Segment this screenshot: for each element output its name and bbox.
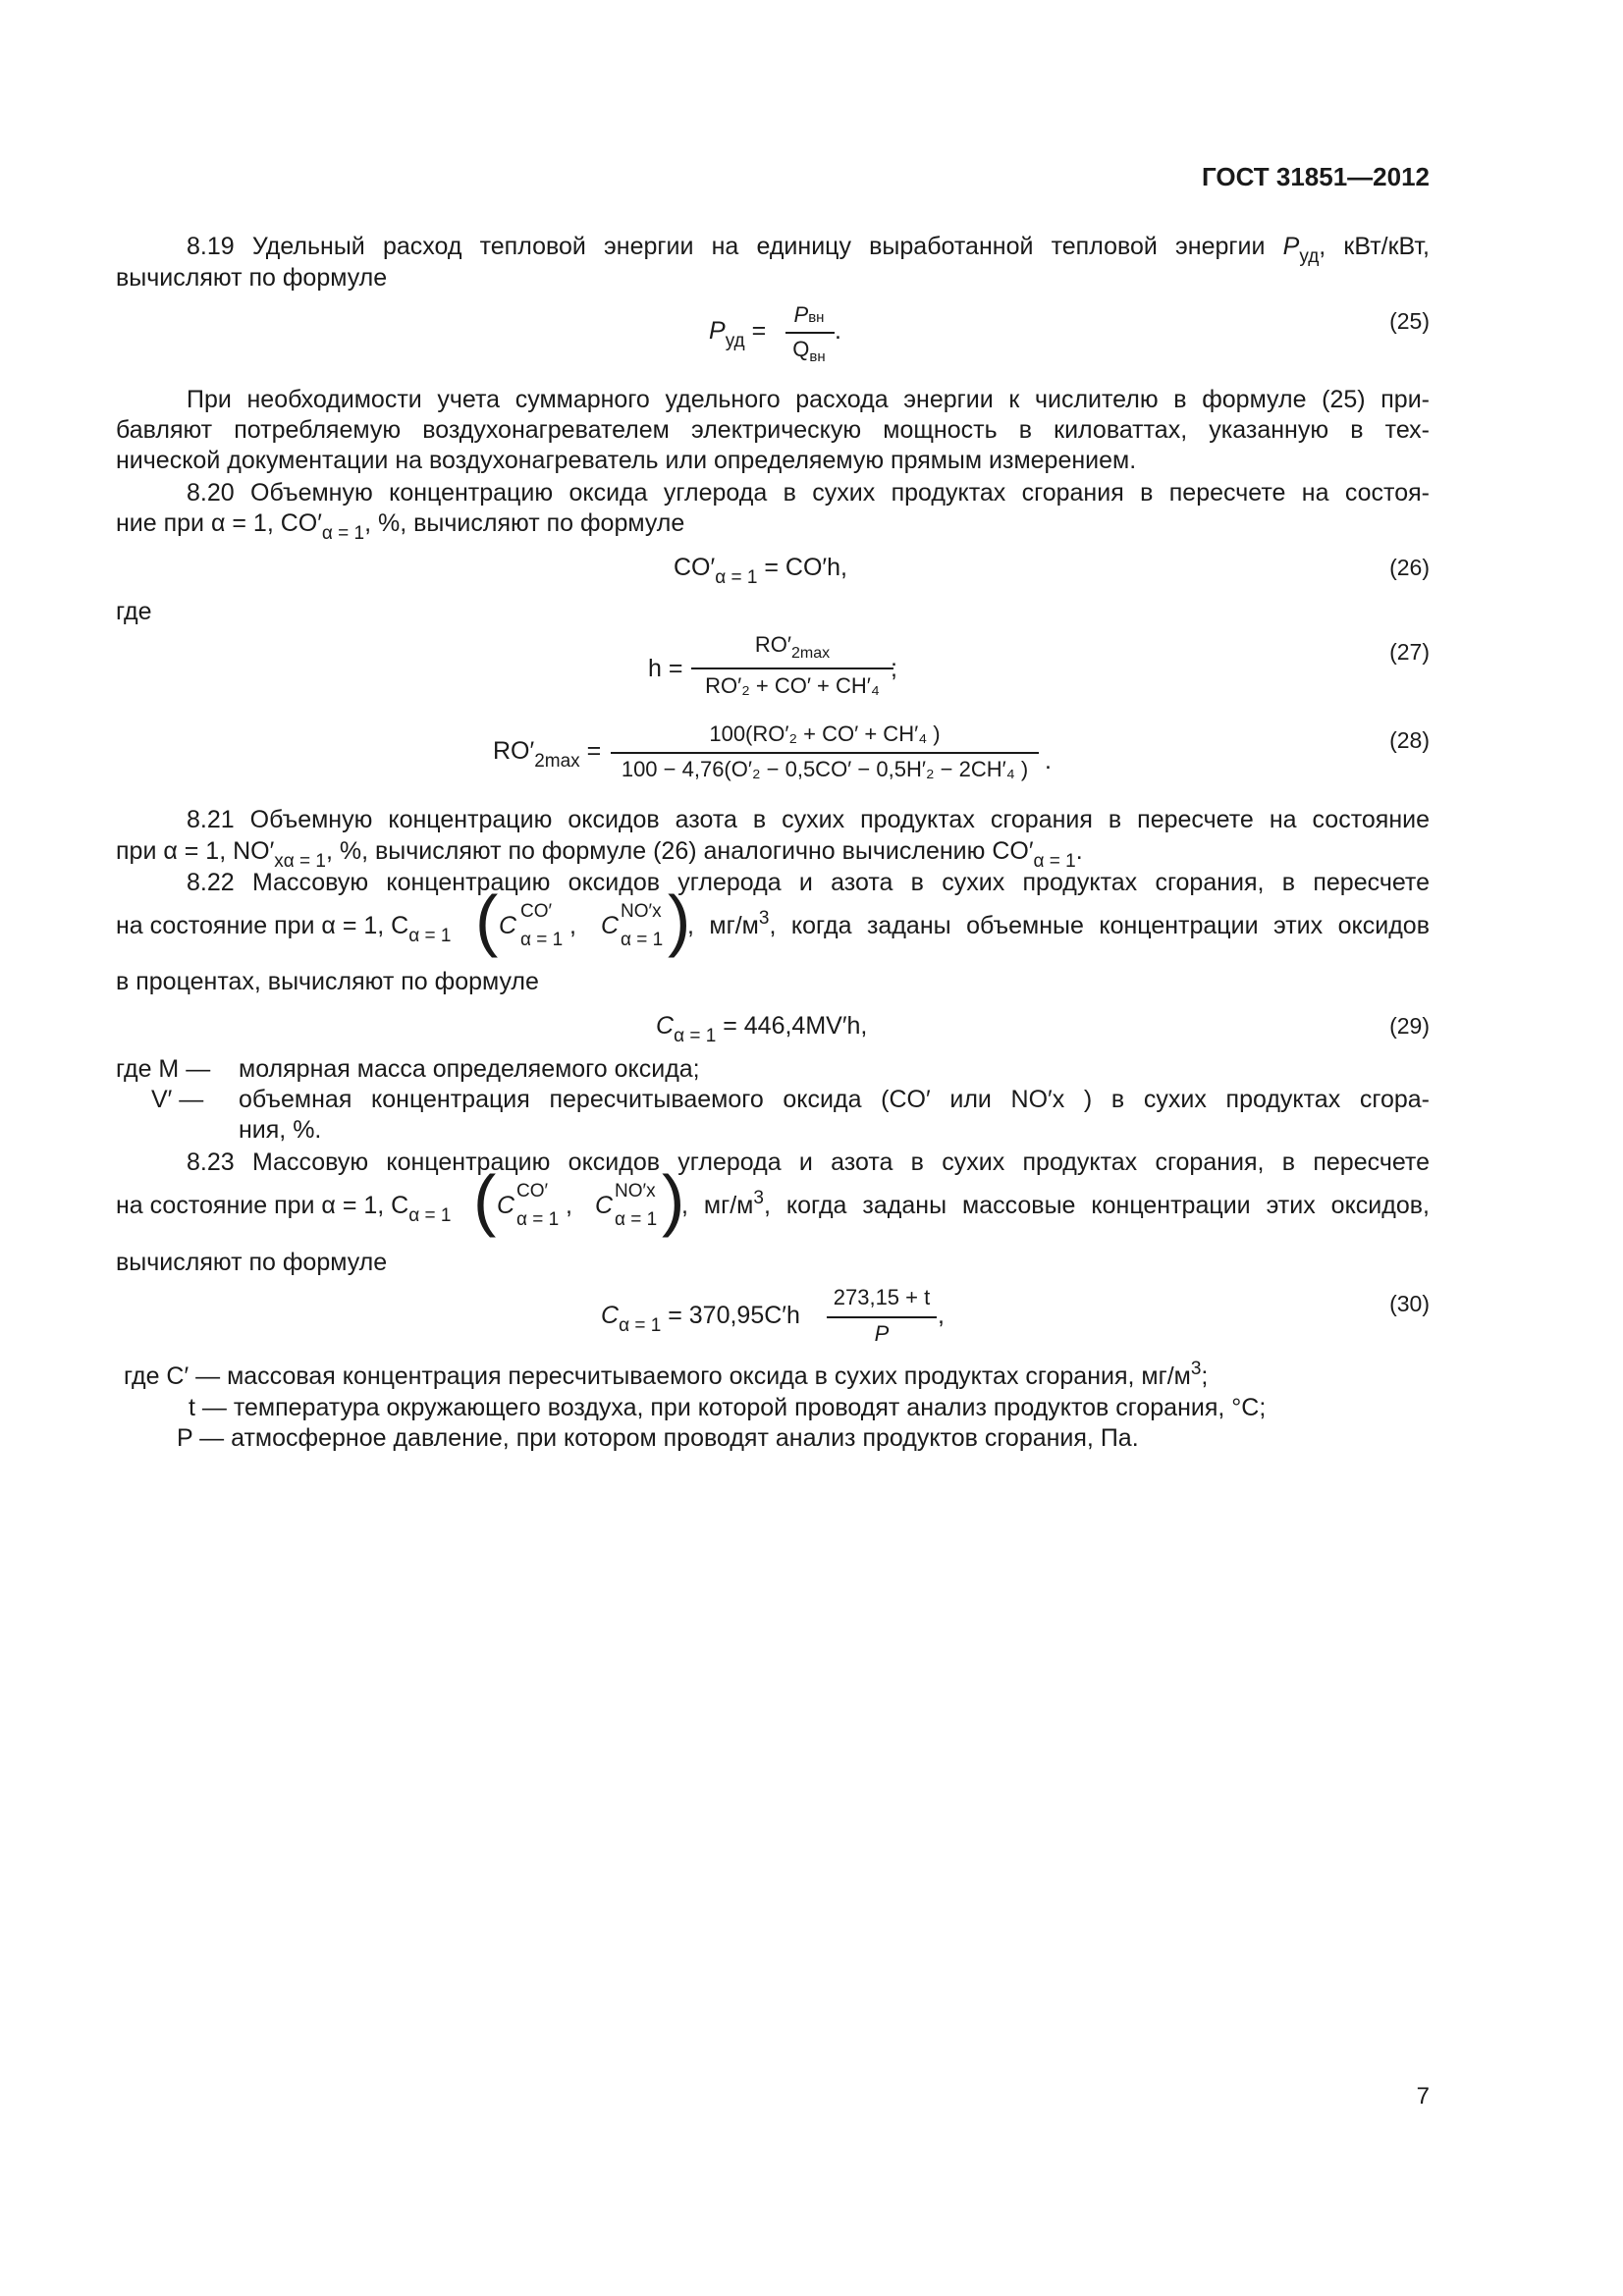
eq28-equals: =	[579, 737, 602, 765]
eq29-lhs-sub: α = 1	[674, 1026, 717, 1046]
eq30-mid: = 370,95C′h	[661, 1302, 800, 1329]
paragraph-8-21-line1: 8.21 Объемную концентрацию оксидов азота в сухих продуктах сгорания в пересчете на состояние	[187, 806, 1430, 833]
p823-line2-lead	[116, 1191, 452, 1226]
eq28-lhs-sym: RO′	[493, 737, 535, 765]
eq28-fraction-bar	[611, 752, 1039, 754]
p823-c2-sub: α = 1	[615, 1209, 658, 1230]
eq26-number: (26)	[1389, 555, 1430, 580]
p822-line2-tail	[687, 908, 1430, 943]
p822-right-paren: )	[668, 881, 691, 958]
eq25-num-sub: вн	[808, 309, 825, 326]
paragraph-8-20-line1: 8.20 Объемную концентрацию оксида углерода в сухих продуктах сгорания в пересчете на состоя-	[187, 479, 1430, 507]
def-m-symbol: где M —	[116, 1055, 211, 1083]
p823-line2-tail	[681, 1188, 1430, 1223]
p819-symbol: P	[1282, 233, 1300, 260]
p821-text-a: при α = 1, NO′	[116, 837, 275, 865]
eq26-rhs: = CO′h,	[757, 554, 847, 581]
eq28-tail: .	[1045, 747, 1052, 774]
eq26-lhs: CO′	[674, 554, 716, 581]
p821-sub: xα = 1	[274, 851, 326, 872]
p822-text-b: , мг/м	[687, 912, 759, 939]
def-v-text1: объемная концентрация пересчитываемого оксида (CO′ или NO′x ) в сухих продуктах сгора-	[239, 1086, 1430, 1113]
eq25-denominator	[782, 337, 837, 365]
eq25-lhs-sub: уд	[725, 331, 745, 351]
note-line3: нической документации на воздухонагреватель или определяемую прямым измерением.	[116, 447, 1137, 474]
eq28-lhs	[493, 736, 602, 772]
eq25-fraction-bar	[785, 332, 835, 334]
p822-sup: 3	[758, 908, 770, 929]
eq25-number: (25)	[1389, 308, 1430, 334]
paragraph-8-19-line2: вычисляют по формуле	[116, 264, 388, 292]
p822-c1: C	[499, 912, 517, 939]
def-m-text: молярная масса определяемого оксида;	[239, 1055, 700, 1083]
eq26-lhs-sub: α = 1	[715, 567, 758, 588]
def-v-text2: ния, %.	[239, 1116, 322, 1144]
p823-comma: ,	[566, 1192, 572, 1219]
p822-c2-sub: α = 1	[621, 930, 664, 950]
eq29-number: (29)	[1389, 1013, 1430, 1039]
eq25-tail: .	[835, 317, 841, 345]
eq25-num-sym: P	[793, 302, 809, 327]
def-c-line	[124, 1359, 1209, 1394]
eq28-number: (28)	[1389, 727, 1430, 753]
def-t-line: t — температура окружающего воздуха, при которой проводят анализ продуктов сгорания, °C;	[189, 1394, 1267, 1421]
p821-text-c: .	[1075, 837, 1083, 865]
document-code-header: ГОСТ 31851—2012	[1202, 162, 1430, 191]
def-p-line: P — атмосферное давление, при котором проводят анализ продуктов сгорания, Па.	[177, 1424, 1139, 1452]
paragraph-8-22-line1: 8.22 Массовую концентрацию оксидов углерода и азота в сухих продуктах сгорания, в пересчете	[187, 869, 1430, 896]
eq30-tail: ,	[938, 1302, 945, 1329]
p822-c1-sup: CO′	[520, 901, 553, 922]
p823-right-paren: )	[662, 1161, 685, 1238]
eq25-numerator	[782, 302, 837, 328]
eq30-formula	[601, 1301, 800, 1336]
p823-c2: C	[595, 1192, 614, 1219]
note-line1: При необходимости учета суммарного удельного расхода энергии к числителю в формуле (25) при-	[187, 386, 1430, 413]
eq30-denominator: P	[874, 1321, 890, 1346]
eq30-number: (30)	[1389, 1291, 1430, 1316]
p820-text-a: ние при α = 1, CO′	[116, 509, 322, 537]
p823-sup: 3	[753, 1188, 764, 1208]
eq27-num: RO′	[754, 632, 791, 657]
eq30-lhs-sub: α = 1	[619, 1315, 662, 1336]
eq27-fraction-bar	[691, 667, 893, 669]
eq30-numerator: 273,15 + t	[833, 1285, 931, 1309]
p823-sub: α = 1	[408, 1205, 452, 1226]
eq25-lhs	[709, 316, 767, 351]
p823-text-b: , мг/м	[681, 1192, 754, 1219]
eq25-den-sub: вн	[809, 348, 826, 365]
eq28-denominator: 100 − 4,76(O′₂ − 0,5CO′ − 0,5H′₂ − 2CH′₄ )	[621, 757, 1029, 781]
p823-text-c: , когда заданы массовые концентрации этих оксидов,	[763, 1192, 1430, 1219]
p820-text-b: , %, вычисляют по формуле	[364, 509, 685, 537]
p822-text-c: , когда заданы объемные концентрации этих оксидов	[769, 912, 1430, 939]
eq30-lhs: C	[601, 1302, 620, 1329]
p819-text-a: 8.19 Удельный расход тепловой энергии на единицу выработанной тепловой энергии	[187, 233, 1283, 260]
paragraph-8-21-line2	[116, 836, 1083, 872]
eq25-lhs-sym: P	[709, 317, 726, 345]
paragraph-8-23-line3: вычисляют по формуле	[116, 1249, 388, 1276]
paragraph-8-20-line2	[116, 508, 685, 544]
p820-sub: α = 1	[321, 523, 365, 544]
p823-left-paren: (	[473, 1161, 497, 1238]
def-c-sup: 3	[1190, 1359, 1202, 1379]
p823-c1-sup: CO′	[516, 1181, 549, 1201]
p822-text-a: на состояние при α = 1, C	[116, 912, 409, 939]
eq30-fraction-bar	[827, 1316, 937, 1318]
eq27-denominator: RO′₂ + CO′ + CH′₄	[705, 673, 880, 698]
eq29-rhs: = 446,4MV′h,	[716, 1012, 868, 1040]
paragraph-8-22-line3: в процентах, вычисляют по формуле	[116, 968, 539, 995]
p823-text-a: на состояние при α = 1, C	[116, 1192, 409, 1219]
eq28-numerator: 100(RO′₂ + CO′ + CH′₄ )	[709, 721, 941, 746]
p822-c2: C	[601, 912, 620, 939]
p822-c1-sub: α = 1	[520, 930, 564, 950]
p819-symbol-sub: уд	[1299, 246, 1320, 267]
p821-sub2: α = 1	[1033, 851, 1076, 872]
p822-comma: ,	[569, 912, 576, 939]
p822-c2-sup: NO′x	[621, 901, 662, 922]
eq25-equals: =	[744, 317, 767, 345]
p822-line2-lead	[116, 911, 452, 946]
p823-c1: C	[497, 1192, 515, 1219]
p822-left-paren: (	[475, 881, 499, 958]
eq27-numerator	[691, 632, 893, 662]
eq25-den-sym: Q	[792, 337, 810, 361]
paragraph-8-19-line1	[187, 232, 1431, 267]
p821-text-b: , %, вычисляют по формуле (26) аналогично вычислению CO′	[326, 837, 1034, 865]
p823-c2-sup: NO′x	[615, 1181, 656, 1201]
note-line2: бавляют потребляемую воздухонагревателем электрическую мощность в киловаттах, указанную в тех-	[116, 416, 1430, 444]
paragraph-8-23-line1: 8.23 Массовую концентрацию оксидов углерода и азота в сухих продуктах сгорания, в пересчете	[187, 1148, 1430, 1176]
eq29-lhs: C	[656, 1012, 675, 1040]
eq29-formula	[656, 1011, 868, 1046]
page-number: 7	[1416, 2083, 1430, 2109]
eq28-lhs-sub: 2max	[534, 751, 580, 772]
def-v-symbol: V′ —	[151, 1086, 204, 1113]
p823-c1-sub: α = 1	[516, 1209, 560, 1230]
eq27-number: (27)	[1389, 639, 1430, 665]
p819-text-b: , кВт/кВт,	[1319, 233, 1431, 260]
eq27-num-sub: 2max	[791, 645, 831, 662]
where-label: где	[116, 598, 152, 625]
def-c-tail: ;	[1201, 1362, 1209, 1390]
eq27-tail: ;	[891, 655, 897, 682]
eq27-lhs: h =	[648, 655, 683, 682]
eq26-formula	[674, 553, 847, 588]
def-c-text: где C′ — массовая концентрация пересчитываемого оксида в сухих продуктах сгорания, мг/м	[124, 1362, 1191, 1390]
p822-sub: α = 1	[408, 926, 452, 946]
